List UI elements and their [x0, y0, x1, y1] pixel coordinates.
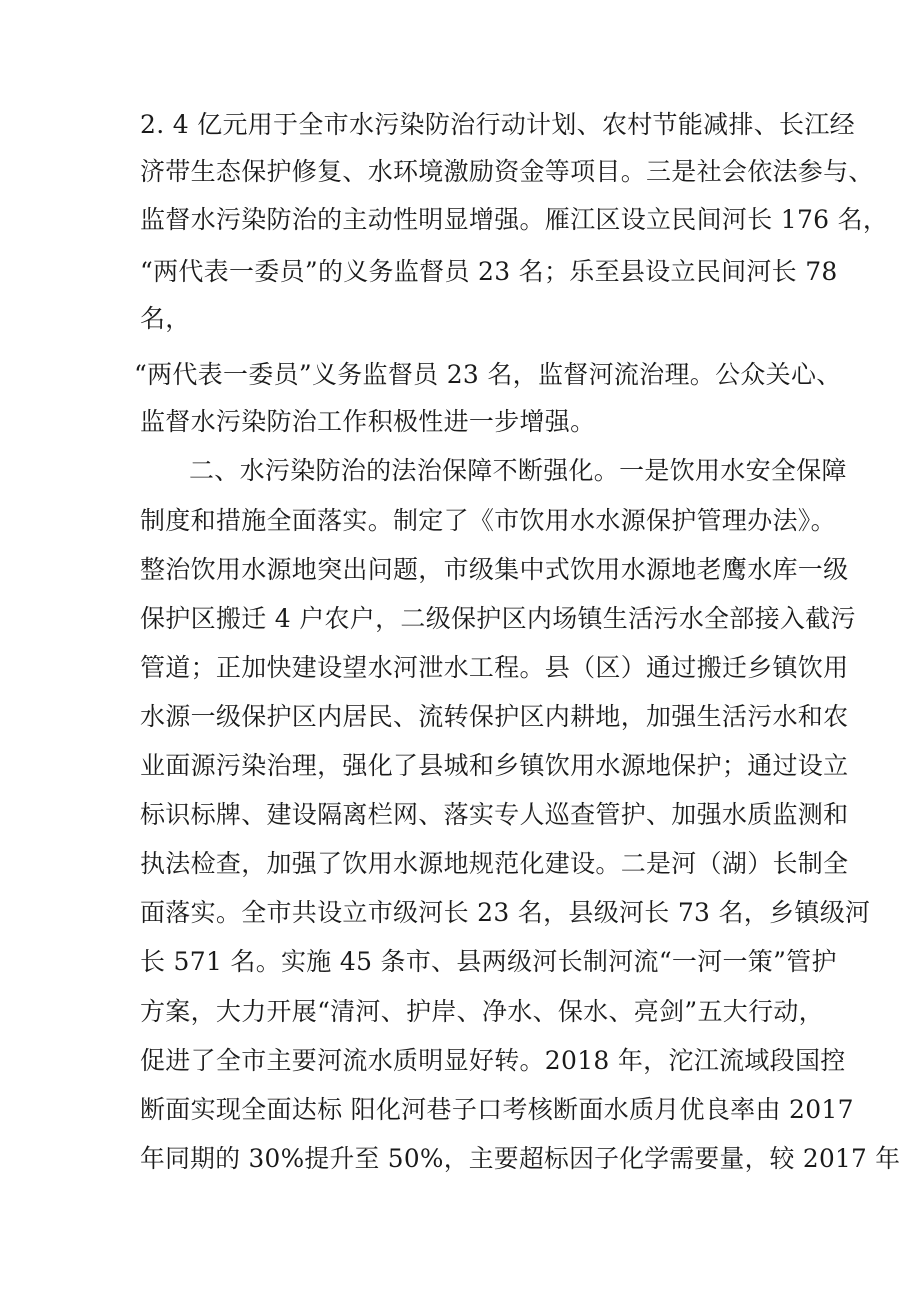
text-line: 济带生态保护修复、水环境激励资金等项目。三是社会依法参与、 [140, 157, 874, 186]
text-line: 执法检查，加强了饮用水源地规范化建设。二是河（湖）长制全 [140, 849, 849, 878]
text-line: “两代表一委员”义务监督员 23 名，监督河流治理。公众关心、 [134, 360, 842, 389]
text-line: 断面实现全面达标 阳化河巷子口考核断面水质月优良率由 2017 [140, 1095, 854, 1124]
text-line: 监督水污染防治的主动性明显增强。雁江区设立民间河长 176 名， [140, 205, 889, 234]
text-line: 长 571 名。实施 45 条市、县两级河长制河流“一河一策”管护 [140, 947, 837, 976]
text-line: 保护区搬迁 4 户农户，二级保护区内场镇生活污水全部接入截污 [140, 604, 856, 633]
text-line: 业面源污染治理，强化了县城和乡镇饮用水源地保护；通过设立 [140, 751, 849, 780]
text-line: 名， [140, 304, 191, 333]
text-line: 水源一级保护区内居民、流转保护区内耕地，加强生活污水和农 [140, 702, 849, 731]
text-line: “两代表一委员”的义务监督员 23 名；乐至县设立民间河长 78 [140, 257, 838, 286]
text-line: 整治饮用水源地突出问题，市级集中式饮用水源地老鹰水库一级 [140, 555, 849, 584]
text-line: 管道；正加快建设望水河泄水工程。县（区）通过搬迁乡镇饮用 [140, 653, 849, 682]
text-line: 促进了全市主要河流水质明显好转。2018 年，沱江流域段国控 [140, 1046, 846, 1075]
text-line: 监督水污染防治工作积极性进一步增强。 [140, 407, 596, 436]
paragraph-start-line: 二、水污染防治的法治保障不断强化。一是饮用水安全保障 [189, 456, 847, 485]
text-line: 方案，大力开展“清河、护岸、净水、保水、亮剑”五大行动， [140, 997, 824, 1026]
text-line: 年同期的 30%提升至 50%，主要超标因子化学需要量，较 2017 年 [140, 1144, 901, 1173]
text-line: 制度和措施全面落实。制定了《市饮用水水源保护管理办法》。 [140, 506, 836, 535]
text-line: 2. 4 亿元用于全市水污染防治行动计划、农村节能减排、长江经 [140, 110, 855, 139]
text-line: 面落实。全市共设立市级河长 23 名，县级河长 73 名，乡镇级河 [140, 898, 871, 927]
text-line: 标识标牌、建设隔离栏网、落实专人巡查管护、加强水质监测和 [140, 800, 849, 829]
